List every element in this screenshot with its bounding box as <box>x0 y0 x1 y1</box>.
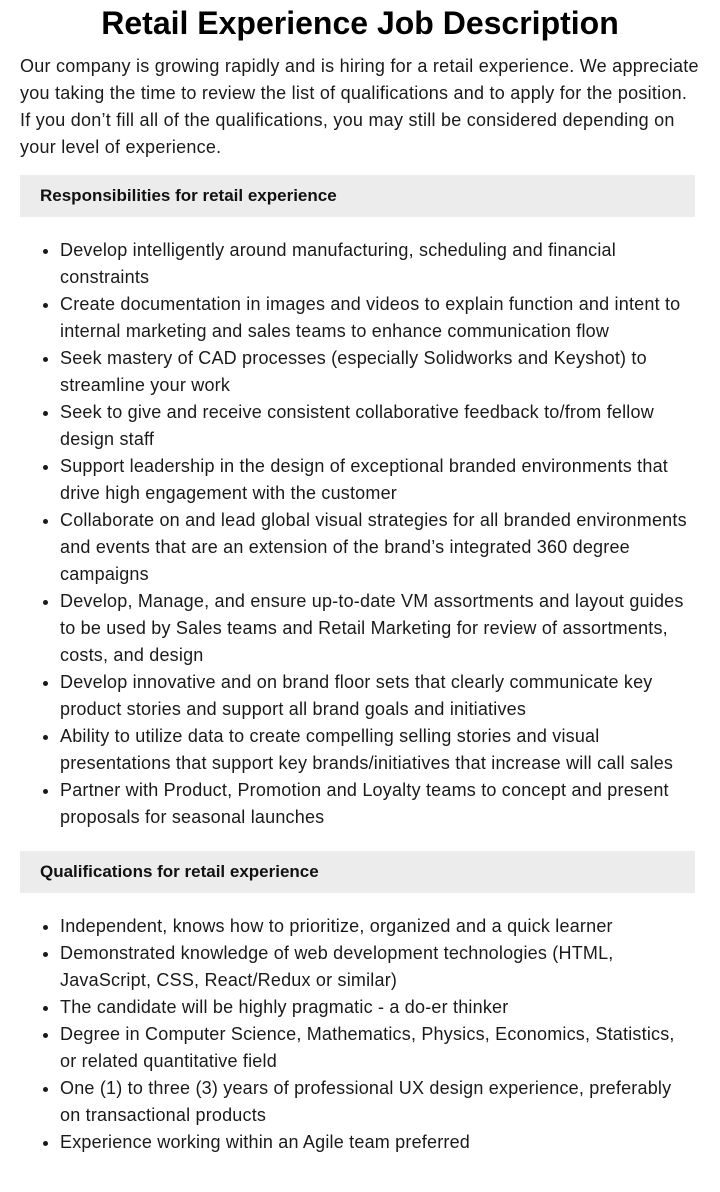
list-item: • Independent, knows how to prioritize, organized and a quick learner <box>60 913 695 940</box>
list-item: • Ability to utilize data to create compelling selling stories and visual presentations that support key brands/initiatives that increase will call sales <box>60 723 695 777</box>
list-item: • One (1) to three (3) years of professional UX design experience, preferably on transactional products <box>60 1075 695 1129</box>
responsibilities-list <box>20 237 695 831</box>
qualifications-list <box>20 913 695 1156</box>
list-item: • Partner with Product, Promotion and Loyalty teams to concept and present proposals for seasonal launches <box>60 777 695 831</box>
list-item: • Seek mastery of CAD processes (especially Solidworks and Keyshot) to streamline your work <box>60 345 695 399</box>
list-item: • The candidate will be highly pragmatic - a do-er thinker <box>60 994 695 1021</box>
section-heading-qualifications: Qualifications for retail experience <box>20 851 695 893</box>
list-item: • Support leadership in the design of exceptional branded environments that drive high engagement with the customer <box>60 453 695 507</box>
list-item: • Demonstrated knowledge of web development technologies (HTML, JavaScript, CSS, React/Redux or similar) <box>60 940 695 994</box>
list-item: • Develop, Manage, and ensure up-to-date VM assortments and layout guides to be used by Sales teams and Retail Marketing for review of assortments, costs, and design <box>60 588 695 669</box>
list-item: • Develop innovative and on brand floor sets that clearly communicate key product stories and support all brand goals and initiatives <box>60 669 695 723</box>
list-item: • Collaborate on and lead global visual strategies for all branded environments and events that are an extension of the brand’s integrated 360 degree campaigns <box>60 507 695 588</box>
intro-paragraph: Our company is growing rapidly and is hiring for a retail experience. We appreciate you taking the time to review the list of qualifications and to apply for the position. If you don’t fill all of the qualifications, you may still be considered depending on your level of experience. <box>20 56 699 157</box>
page-title: Retail Experience Job Description <box>101 5 619 41</box>
list-item: • Degree in Computer Science, Mathematics, Physics, Economics, Statistics, or related quantitative field <box>60 1021 695 1075</box>
list-item: • Experience working within an Agile team preferred <box>60 1129 695 1156</box>
list-item: • Create documentation in images and videos to explain function and intent to internal marketing and sales teams to enhance communication flow <box>60 291 695 345</box>
section-heading-responsibilities: Responsibilities for retail experience <box>20 175 695 217</box>
list-item: • Develop intelligently around manufacturing, scheduling and financial constraints <box>60 237 695 291</box>
list-item: • Seek to give and receive consistent collaborative feedback to/from fellow design staff <box>60 399 695 453</box>
